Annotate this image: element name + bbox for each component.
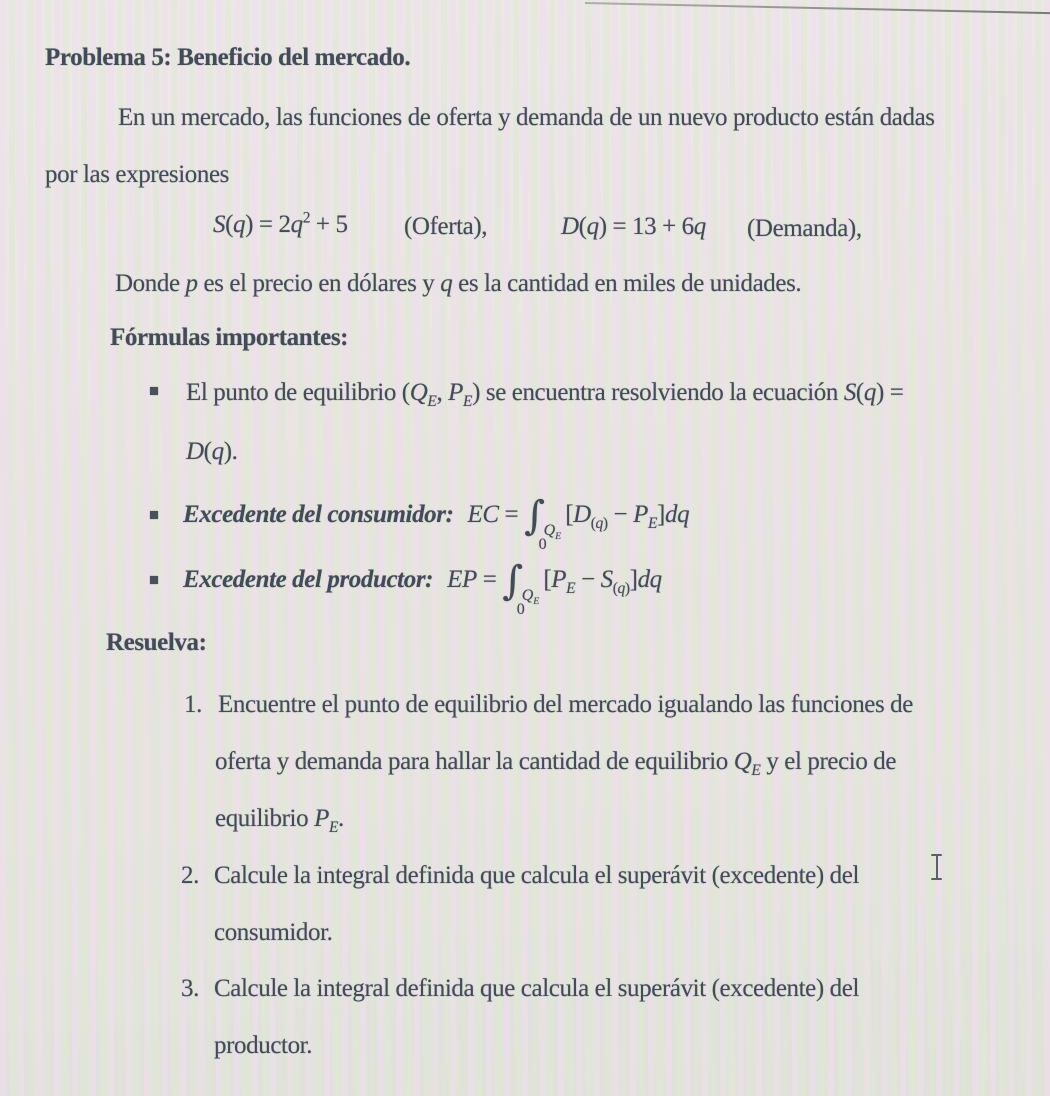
task-2-line-1: Calcule la integral definida que calcula el superávit (excedente) del [214,862,859,889]
formulas-heading: Fórmulas importantes: [110,324,349,351]
demand-equation-tag: (Demanda), [747,215,862,242]
equilibrium-bullet-line-2: D(q). [186,438,238,465]
text-cursor-stem [936,855,938,879]
solve-heading: Resuelva: [106,629,207,656]
variables-definition-line: Donde p es el precio en dólares y q es la cantidad en miles de unidades. [115,270,802,297]
task-3-number: 3. [181,975,199,1002]
producer-surplus-integrand: $[P_E - S_{(q)}]dq$ [543,566,662,597]
supply-equation: $S(q) = 2q^2 + 5$ [213,209,348,238]
text-cursor-icon [929,853,944,881]
task-3-line-1: Calcule la integral definida que calcula el superávit (excedente) del [214,975,859,1002]
bullet-square-icon [150,576,158,584]
integral-upper-limit: $Q_E$ [521,587,540,608]
consumer-surplus-integrand: $[D_{(q)} - P_E]dq$ [565,501,690,532]
bullet-square-icon [150,387,158,395]
task-3-line-2: productor. [214,1032,313,1059]
task-1-number: 1. [184,691,202,718]
problem-title: Problema 5: Beneficio del mercado. [45,44,411,71]
task-2-number: 2. [181,862,199,889]
task-1-line-2: oferta y demanda para hallar la cantidad de equilibrio $Q_E$ y el precio de [215,748,897,779]
demand-equation: D(q) = 13 + 6q [561,213,706,240]
integral-limits [516,587,540,618]
integral-sign-icon: ∫ [524,493,545,539]
integral-lower-limit: 0 [538,536,547,553]
consumer-surplus-label: Excedente del consumidor: [183,501,454,528]
intro-line-2: por las expresiones [45,161,230,188]
consumer-surplus-lhs: EC = [467,501,519,528]
equilibrium-bullet-line-1: El punto de equilibrio ($Q_E$, $P_E$) se encuentra resolviendo la ecuación S(q) = [186,379,904,410]
integral-lower-limit: 0 [516,601,525,618]
producer-surplus-lhs: EP = [447,566,497,593]
task-2-line-2: consumidor. [214,919,333,946]
integral-upper-limit: $Q_E$ [543,522,562,543]
text-cursor-bottom-bar [931,878,942,880]
supply-equation-tag: (Oferta), [404,213,488,240]
screen-edge-artifact-line [585,2,1050,14]
producer-surplus-label: Excedente del productor: [183,566,434,593]
integral-sign-icon: ∫ [502,558,523,604]
integral-limits [538,522,562,553]
task-1-line-3: equilibrio $P_E$. [215,805,344,836]
intro-line-1: En un mercado, las funciones de oferta y demanda de un nuevo producto están dadas [118,104,935,131]
producer-surplus-formula [183,558,662,618]
consumer-surplus-formula [183,493,690,553]
bullet-square-icon [150,511,158,519]
task-1-line-1: Encuentre el punto de equilibrio del mercado igualando las funciones de [218,691,913,718]
